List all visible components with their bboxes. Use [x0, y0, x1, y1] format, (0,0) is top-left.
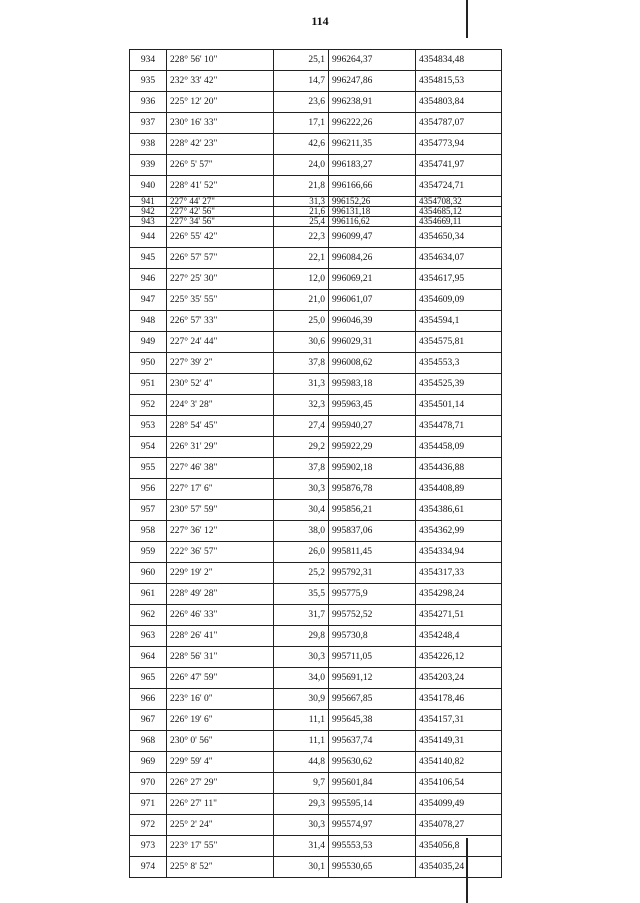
point-number-cell: 949 [130, 332, 167, 353]
direction-angle-cell: 227° 39' 2" [167, 353, 274, 374]
point-number-cell: 972 [130, 815, 167, 836]
x-coordinate-cell: 995922,29 [329, 437, 416, 458]
x-coordinate-cell: 995775,9 [329, 584, 416, 605]
length-cell: 38,0 [274, 521, 329, 542]
y-coordinate-cell: 4354669,11 [416, 217, 502, 227]
direction-angle-cell: 228° 42' 23" [167, 134, 274, 155]
point-number-cell: 960 [130, 563, 167, 584]
point-number-cell: 959 [130, 542, 167, 563]
table-row [130, 521, 502, 542]
y-coordinate-cell: 4354525,39 [416, 374, 502, 395]
x-coordinate-cell: 995752,52 [329, 605, 416, 626]
length-cell: 37,8 [274, 458, 329, 479]
point-number-cell: 938 [130, 134, 167, 155]
length-cell: 32,3 [274, 395, 329, 416]
y-coordinate-cell: 4354140,82 [416, 752, 502, 773]
point-number-cell: 958 [130, 521, 167, 542]
direction-angle-cell: 226° 5' 57" [167, 155, 274, 176]
table-row [130, 689, 502, 710]
direction-angle-cell: 230° 0' 56" [167, 731, 274, 752]
direction-angle-cell: 222° 36' 57" [167, 542, 274, 563]
length-cell: 42,6 [274, 134, 329, 155]
table-row [130, 857, 502, 878]
x-coordinate-cell: 995530,65 [329, 857, 416, 878]
direction-angle-cell: 230° 52' 4" [167, 374, 274, 395]
length-cell: 30,1 [274, 857, 329, 878]
direction-angle-cell: 226° 57' 33" [167, 311, 274, 332]
table-row [130, 176, 502, 197]
direction-angle-cell: 228° 56' 31" [167, 647, 274, 668]
x-coordinate-cell: 996222,26 [329, 113, 416, 134]
table-row [130, 500, 502, 521]
x-coordinate-cell: 995963,45 [329, 395, 416, 416]
table-row [130, 605, 502, 626]
point-number-cell: 940 [130, 176, 167, 197]
length-cell: 22,1 [274, 248, 329, 269]
table-row [130, 416, 502, 437]
scan-margin-line-top [466, 0, 468, 38]
point-number-cell: 963 [130, 626, 167, 647]
direction-angle-cell: 227° 44' 27" [167, 197, 274, 207]
table-row [130, 311, 502, 332]
length-cell: 14,7 [274, 71, 329, 92]
x-coordinate-cell: 995667,85 [329, 689, 416, 710]
x-coordinate-cell: 995574,97 [329, 815, 416, 836]
x-coordinate-cell: 995553,53 [329, 836, 416, 857]
y-coordinate-cell: 4354298,24 [416, 584, 502, 605]
length-cell: 29,8 [274, 626, 329, 647]
direction-angle-cell: 226° 31' 29" [167, 437, 274, 458]
y-coordinate-cell: 4354226,12 [416, 647, 502, 668]
x-coordinate-cell: 996166,66 [329, 176, 416, 197]
x-coordinate-cell: 996084,26 [329, 248, 416, 269]
y-coordinate-cell: 4354724,71 [416, 176, 502, 197]
y-coordinate-cell: 4354617,95 [416, 269, 502, 290]
y-coordinate-cell: 4354248,4 [416, 626, 502, 647]
y-coordinate-cell: 4354708,32 [416, 197, 502, 207]
y-coordinate-cell: 4354650,34 [416, 227, 502, 248]
x-coordinate-cell: 995856,21 [329, 500, 416, 521]
direction-angle-cell: 228° 49' 28" [167, 584, 274, 605]
length-cell: 27,4 [274, 416, 329, 437]
table-row [130, 773, 502, 794]
length-cell: 29,2 [274, 437, 329, 458]
point-number-cell: 966 [130, 689, 167, 710]
x-coordinate-cell: 996131,18 [329, 207, 416, 217]
table-row [130, 290, 502, 311]
point-number-cell: 973 [130, 836, 167, 857]
table-row [130, 647, 502, 668]
direction-angle-cell: 226° 27' 11" [167, 794, 274, 815]
x-coordinate-cell: 995691,12 [329, 668, 416, 689]
point-number-cell: 936 [130, 92, 167, 113]
length-cell: 22,3 [274, 227, 329, 248]
direction-angle-cell: 225° 8' 52" [167, 857, 274, 878]
point-number-cell: 968 [130, 731, 167, 752]
table-row [130, 197, 502, 207]
point-number-cell: 957 [130, 500, 167, 521]
point-number-cell: 942 [130, 207, 167, 217]
length-cell: 31,3 [274, 197, 329, 207]
direction-angle-cell: 229° 19' 2" [167, 563, 274, 584]
x-coordinate-cell: 996116,62 [329, 217, 416, 227]
point-number-cell: 946 [130, 269, 167, 290]
table-row [130, 269, 502, 290]
point-number-cell: 971 [130, 794, 167, 815]
y-coordinate-cell: 4354362,99 [416, 521, 502, 542]
length-cell: 31,3 [274, 374, 329, 395]
y-coordinate-cell: 4354106,54 [416, 773, 502, 794]
direction-angle-cell: 227° 36' 12" [167, 521, 274, 542]
length-cell: 26,0 [274, 542, 329, 563]
length-cell: 21,6 [274, 207, 329, 217]
table-row [130, 50, 502, 71]
y-coordinate-cell: 4354035,24 [416, 857, 502, 878]
direction-angle-cell: 226° 46' 33" [167, 605, 274, 626]
y-coordinate-cell: 4354408,89 [416, 479, 502, 500]
direction-angle-cell: 224° 3' 28" [167, 395, 274, 416]
table-row [130, 227, 502, 248]
direction-angle-cell: 226° 55' 42" [167, 227, 274, 248]
x-coordinate-cell: 996069,21 [329, 269, 416, 290]
x-coordinate-cell: 996152,26 [329, 197, 416, 207]
point-number-cell: 935 [130, 71, 167, 92]
y-coordinate-cell: 4354436,88 [416, 458, 502, 479]
point-number-cell: 962 [130, 605, 167, 626]
table-row [130, 479, 502, 500]
x-coordinate-cell: 996238,91 [329, 92, 416, 113]
point-number-cell: 952 [130, 395, 167, 416]
length-cell: 25,4 [274, 217, 329, 227]
length-cell: 37,8 [274, 353, 329, 374]
length-cell: 30,6 [274, 332, 329, 353]
table-row [130, 113, 502, 134]
y-coordinate-cell: 4354815,53 [416, 71, 502, 92]
table-row [130, 92, 502, 113]
direction-angle-cell: 228° 54' 45" [167, 416, 274, 437]
y-coordinate-cell: 4354149,31 [416, 731, 502, 752]
point-number-cell: 944 [130, 227, 167, 248]
x-coordinate-cell: 996211,35 [329, 134, 416, 155]
x-coordinate-cell: 995730,8 [329, 626, 416, 647]
y-coordinate-cell: 4354203,24 [416, 668, 502, 689]
direction-angle-cell: 223° 16' 0" [167, 689, 274, 710]
point-number-cell: 950 [130, 353, 167, 374]
y-coordinate-cell: 4354334,94 [416, 542, 502, 563]
direction-angle-cell: 228° 56' 10" [167, 50, 274, 71]
length-cell: 11,1 [274, 710, 329, 731]
y-coordinate-cell: 4354386,61 [416, 500, 502, 521]
length-cell: 12,0 [274, 269, 329, 290]
y-coordinate-cell: 4354157,31 [416, 710, 502, 731]
direction-angle-cell: 227° 46' 38" [167, 458, 274, 479]
table-row [130, 248, 502, 269]
x-coordinate-cell: 995792,31 [329, 563, 416, 584]
x-coordinate-cell: 996099,47 [329, 227, 416, 248]
point-number-cell: 945 [130, 248, 167, 269]
table-row [130, 668, 502, 689]
point-number-cell: 964 [130, 647, 167, 668]
y-coordinate-cell: 4354553,3 [416, 353, 502, 374]
point-number-cell: 947 [130, 290, 167, 311]
point-number-cell: 955 [130, 458, 167, 479]
x-coordinate-cell: 996264,37 [329, 50, 416, 71]
table-row [130, 353, 502, 374]
y-coordinate-cell: 4354575,81 [416, 332, 502, 353]
length-cell: 23,6 [274, 92, 329, 113]
y-coordinate-cell: 4354685,12 [416, 207, 502, 217]
point-number-cell: 951 [130, 374, 167, 395]
y-coordinate-cell: 4354178,46 [416, 689, 502, 710]
length-cell: 34,0 [274, 668, 329, 689]
direction-angle-cell: 226° 57' 57" [167, 248, 274, 269]
direction-angle-cell: 230° 16' 33" [167, 113, 274, 134]
x-coordinate-cell: 995983,18 [329, 374, 416, 395]
direction-angle-cell: 227° 24' 44" [167, 332, 274, 353]
y-coordinate-cell: 4354478,71 [416, 416, 502, 437]
x-coordinate-cell: 996183,27 [329, 155, 416, 176]
direction-angle-cell: 225° 2' 24" [167, 815, 274, 836]
direction-angle-cell: 227° 17' 6" [167, 479, 274, 500]
page-number: 114 [311, 14, 329, 28]
length-cell: 30,4 [274, 500, 329, 521]
table-row [130, 71, 502, 92]
table-row [130, 626, 502, 647]
point-number-cell: 934 [130, 50, 167, 71]
x-coordinate-cell: 995711,05 [329, 647, 416, 668]
length-cell: 30,3 [274, 647, 329, 668]
x-coordinate-cell: 995940,27 [329, 416, 416, 437]
point-number-cell: 954 [130, 437, 167, 458]
table-row [130, 395, 502, 416]
x-coordinate-cell: 996029,31 [329, 332, 416, 353]
point-number-cell: 967 [130, 710, 167, 731]
direction-angle-cell: 223° 17' 55" [167, 836, 274, 857]
y-coordinate-cell: 4354834,48 [416, 50, 502, 71]
table-row [130, 563, 502, 584]
point-number-cell: 961 [130, 584, 167, 605]
y-coordinate-cell: 4354634,07 [416, 248, 502, 269]
point-number-cell: 953 [130, 416, 167, 437]
direction-angle-cell: 229° 59' 4" [167, 752, 274, 773]
y-coordinate-cell: 4354458,09 [416, 437, 502, 458]
x-coordinate-cell: 995595,14 [329, 794, 416, 815]
table-row [130, 836, 502, 857]
x-coordinate-cell: 995811,45 [329, 542, 416, 563]
length-cell: 29,3 [274, 794, 329, 815]
table-row [130, 794, 502, 815]
y-coordinate-cell: 4354099,49 [416, 794, 502, 815]
direction-angle-cell: 225° 35' 55" [167, 290, 274, 311]
table-row [130, 155, 502, 176]
y-coordinate-cell: 4354803,84 [416, 92, 502, 113]
direction-angle-cell: 228° 41' 52" [167, 176, 274, 197]
table-row [130, 217, 502, 227]
y-coordinate-cell: 4354501,14 [416, 395, 502, 416]
table-row [130, 458, 502, 479]
direction-angle-cell: 227° 25' 30" [167, 269, 274, 290]
y-coordinate-cell: 4354609,09 [416, 290, 502, 311]
direction-angle-cell: 226° 19' 6" [167, 710, 274, 731]
length-cell: 21,0 [274, 290, 329, 311]
direction-angle-cell: 228° 26' 41" [167, 626, 274, 647]
x-coordinate-cell: 996046,39 [329, 311, 416, 332]
length-cell: 31,7 [274, 605, 329, 626]
table-row [130, 332, 502, 353]
x-coordinate-cell: 995902,18 [329, 458, 416, 479]
point-number-cell: 969 [130, 752, 167, 773]
table-row [130, 207, 502, 217]
table-row [130, 134, 502, 155]
length-cell: 30,3 [274, 815, 329, 836]
length-cell: 17,1 [274, 113, 329, 134]
direction-angle-cell: 232° 33' 42" [167, 71, 274, 92]
y-coordinate-cell: 4354787,07 [416, 113, 502, 134]
direction-angle-cell: 227° 34' 56" [167, 217, 274, 227]
length-cell: 9,7 [274, 773, 329, 794]
point-number-cell: 939 [130, 155, 167, 176]
table-row [130, 542, 502, 563]
y-coordinate-cell: 4354078,27 [416, 815, 502, 836]
y-coordinate-cell: 4354317,33 [416, 563, 502, 584]
x-coordinate-cell: 995837,06 [329, 521, 416, 542]
x-coordinate-cell: 995876,78 [329, 479, 416, 500]
length-cell: 30,3 [274, 479, 329, 500]
x-coordinate-cell: 996061,07 [329, 290, 416, 311]
x-coordinate-cell: 995637,74 [329, 731, 416, 752]
length-cell: 25,2 [274, 563, 329, 584]
x-coordinate-cell: 996008,62 [329, 353, 416, 374]
direction-angle-cell: 227° 42' 56" [167, 207, 274, 217]
length-cell: 35,5 [274, 584, 329, 605]
point-number-cell: 948 [130, 311, 167, 332]
length-cell: 31,4 [274, 836, 329, 857]
length-cell: 21,8 [274, 176, 329, 197]
y-coordinate-cell: 4354594,1 [416, 311, 502, 332]
point-number-cell: 943 [130, 217, 167, 227]
coordinates-table [129, 49, 502, 878]
point-number-cell: 974 [130, 857, 167, 878]
x-coordinate-cell: 995645,38 [329, 710, 416, 731]
point-number-cell: 965 [130, 668, 167, 689]
length-cell: 44,8 [274, 752, 329, 773]
x-coordinate-cell: 996247,86 [329, 71, 416, 92]
table-row [130, 752, 502, 773]
y-coordinate-cell: 4354271,51 [416, 605, 502, 626]
y-coordinate-cell: 4354741,97 [416, 155, 502, 176]
point-number-cell: 970 [130, 773, 167, 794]
table-row [130, 437, 502, 458]
table-row [130, 710, 502, 731]
length-cell: 25,1 [274, 50, 329, 71]
length-cell: 25,0 [274, 311, 329, 332]
table-row [130, 815, 502, 836]
length-cell: 11,1 [274, 731, 329, 752]
length-cell: 24,0 [274, 155, 329, 176]
point-number-cell: 941 [130, 197, 167, 207]
direction-angle-cell: 230° 57' 59" [167, 500, 274, 521]
table-row [130, 374, 502, 395]
direction-angle-cell: 226° 47' 59" [167, 668, 274, 689]
point-number-cell: 956 [130, 479, 167, 500]
direction-angle-cell: 225° 12' 20" [167, 92, 274, 113]
table-row [130, 731, 502, 752]
y-coordinate-cell: 4354056,8 [416, 836, 502, 857]
table-row [130, 584, 502, 605]
y-coordinate-cell: 4354773,94 [416, 134, 502, 155]
point-number-cell: 937 [130, 113, 167, 134]
length-cell: 30,9 [274, 689, 329, 710]
x-coordinate-cell: 995630,62 [329, 752, 416, 773]
direction-angle-cell: 226° 27' 29" [167, 773, 274, 794]
x-coordinate-cell: 995601,84 [329, 773, 416, 794]
